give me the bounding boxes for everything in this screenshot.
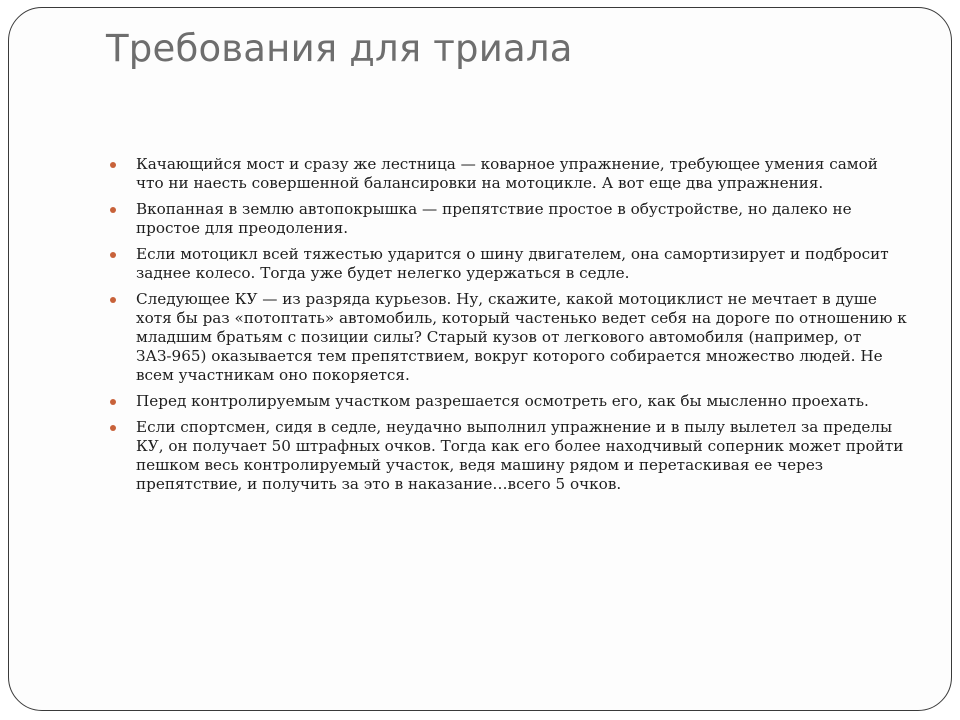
bullet-item-2 bbox=[110, 200, 910, 238]
bullet-item-1 bbox=[110, 155, 910, 193]
slide-title: Требования для триала bbox=[106, 27, 573, 70]
bullet-dot-icon bbox=[110, 297, 116, 303]
bullet-list bbox=[110, 155, 910, 501]
bullet-item-5 bbox=[110, 392, 910, 411]
bullet-text: Следующее КУ — из разряда курьезов. Ну, скажите, какой мотоциклист не мечтает в душе хотя бы раз «потоптать» автомобиль, который частенько ведет себя на дороге по отношению к младшим братьям с позиции силы? Старый кузов от легкового автомобиля (например, от ЗАЗ-965) оказывается тем препятствием, вокруг которого собирается множество людей. Не всем участникам оно покоряется. bbox=[136, 290, 907, 384]
bullet-item-6 bbox=[110, 418, 910, 494]
bullet-dot-icon bbox=[110, 162, 116, 168]
bullet-text: Вкопанная в землю автопокрышка — препятствие простое в обустройстве, но далеко не простое для преодоления. bbox=[136, 200, 852, 237]
bullet-item-4 bbox=[110, 290, 910, 385]
bullet-dot-icon bbox=[110, 252, 116, 258]
bullet-text: Качающийся мост и сразу же лестница — коварное упражнение, требующее умения самой что ни наесть совершенной балансировки на мотоцикле. А вот еще два упражнения. bbox=[136, 155, 878, 192]
bullet-dot-icon bbox=[110, 425, 116, 431]
bullet-dot-icon bbox=[110, 207, 116, 213]
bullet-item-3 bbox=[110, 245, 910, 283]
bullet-text: Если спортсмен, сидя в седле, неудачно выполнил упражнение и в пылу вылетел за пределы КУ, он получает 50 штрафных очков. Тогда как его более находчивый соперник может пройти пешком весь контролируемый участок, ведя машину рядом и перетаскивая ее через препятствие, и получить за это в наказание…всего 5 очков. bbox=[136, 418, 904, 493]
bullet-dot-icon bbox=[110, 399, 116, 405]
bullet-text: Перед контролируемым участком разрешается осмотреть его, как бы мысленно проехать. bbox=[136, 392, 869, 410]
bullet-text: Если мотоцикл всей тяжестью ударится о шину двигателем, она самортизирует и подбросит заднее колесо. Тогда уже будет нелегко удержаться в седле. bbox=[136, 245, 889, 282]
